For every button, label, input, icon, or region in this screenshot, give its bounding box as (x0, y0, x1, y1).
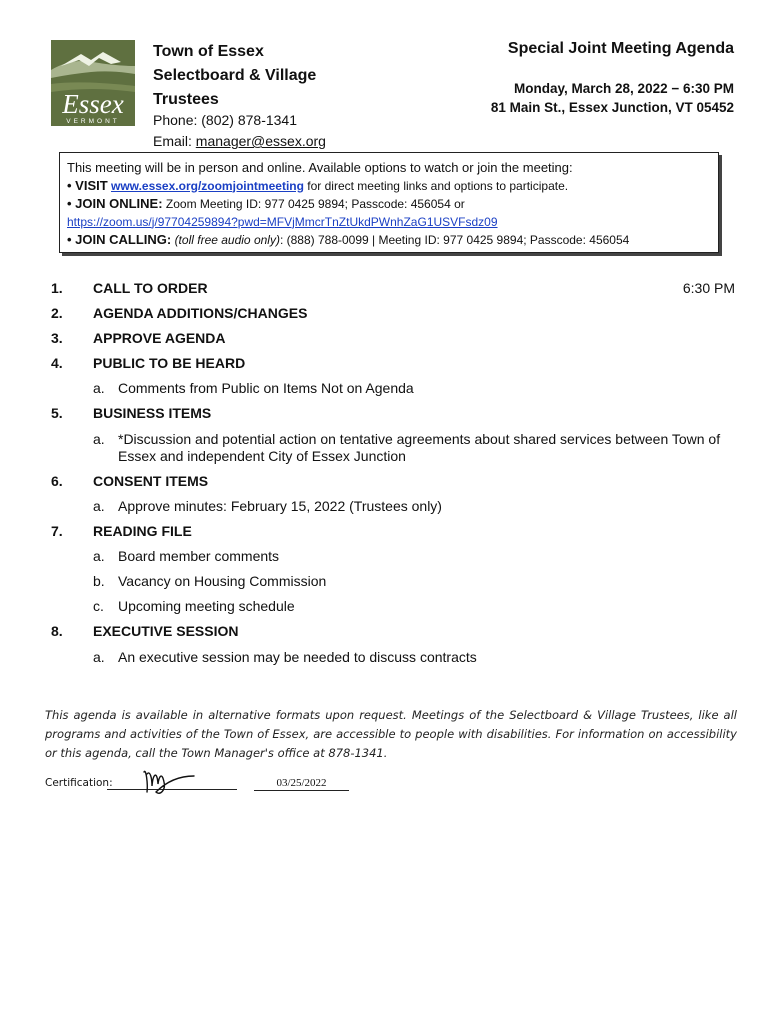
accessibility-disclaimer: This agenda is available in alternative formats upon request. Meetings of the Selectboard & Village Trustees, like all programs and activities of the Town of Essex, are accessible to people with disabilities. For information on accessibility or this agenda, call the Town Manager's office at 878-1341. (45, 708, 737, 760)
agenda-item-title: EXECUTIVE SESSION (93, 623, 239, 639)
meeting-date: Monday, March 28, 2022 − 6:30 PM (514, 81, 734, 96)
info-calling (67, 231, 718, 250)
agenda-item-title: APPROVE AGENDA (93, 330, 226, 346)
info-visit (67, 177, 718, 196)
agenda-item-title: CALL TO ORDER (93, 280, 208, 296)
info-intro: This meeting will be in person and online. Available options to watch or join the meeting: (67, 160, 573, 175)
agenda-item-number: 1. (51, 280, 63, 296)
subitem-text: An executive session may be needed to discuss contracts (118, 649, 477, 665)
email-line (153, 131, 326, 152)
email-link[interactable]: manager@essex.org (195, 133, 326, 149)
agenda-item-number: 8. (51, 623, 63, 639)
agenda-item-title: PUBLIC TO BE HEARD (93, 355, 246, 371)
phone-number: Phone: (802) 878-1341 (153, 112, 297, 128)
agenda-item-number: 5. (51, 405, 63, 421)
agenda-item-number: 4. (51, 355, 63, 371)
subitem-letter: a. (93, 548, 105, 564)
visit-rest: for direct meeting links and options to participate. (303, 178, 569, 193)
info-online (67, 195, 718, 214)
agenda-item-time: 6:30 PM (682, 280, 735, 296)
agenda-item-number: 3. (51, 330, 63, 346)
subitem-text: Comments from Public on Items Not on Agenda (118, 380, 414, 396)
certification-label: Certification: (45, 777, 113, 789)
logo-state: VERMONT (66, 118, 120, 125)
agenda-item-number: 6. (51, 473, 63, 489)
subitem-text: Upcoming meeting schedule (118, 598, 295, 614)
subitem-letter: a. (93, 380, 105, 396)
subitem-letter: a. (93, 649, 105, 665)
meeting-info-box (59, 152, 719, 253)
agenda-item-number: 7. (51, 523, 63, 539)
certification-date: 03/25/2022 (254, 776, 349, 791)
zoom-link[interactable]: https://zoom.us/j/97704259894?pwd=MFVjMmcrTnZtUkdPWnhZaG1USVFsdz09 (67, 214, 498, 229)
essex-logo (51, 40, 135, 126)
organization-name (153, 40, 353, 112)
meeting-address: 81 Main St., Essex Junction, VT 05452 (490, 100, 734, 115)
subitem-letter: a. (93, 498, 105, 514)
calling-rest: : (888) 788-0099 | Meeting ID: 977 0425 9894; Passcode: 456054 (279, 233, 630, 247)
logo-wordmark: Essex (62, 89, 124, 119)
subitem-letter: a. (93, 431, 105, 447)
subitem-text: Approve minutes: February 15, 2022 (Trustees only) (118, 498, 442, 514)
agenda-title: Special Joint Meeting Agenda (507, 40, 734, 57)
online-label: • JOIN ONLINE: (67, 196, 163, 211)
organization-contact (153, 110, 326, 152)
agenda-item-title: READING FILE (93, 523, 192, 539)
email-label: Email: (153, 133, 196, 149)
calling-label: • JOIN CALLING: (67, 232, 172, 247)
org-name-line2: Selectboard & Village (153, 67, 317, 84)
subitem-text: Vacancy on Housing Commission (118, 573, 327, 589)
agenda-item-title: CONSENT ITEMS (93, 473, 209, 489)
info-zoom-link (67, 214, 718, 232)
visit-link[interactable]: www.essex.org/zoomjointmeeting (111, 178, 304, 193)
org-name-line3: Trustees (153, 91, 219, 108)
subitem-letter: c. (93, 598, 104, 614)
handwritten-signature (138, 764, 198, 803)
subitem-text: Board member comments (118, 548, 280, 564)
visit-label: • VISIT (67, 177, 108, 193)
calling-italic: (toll free audio only) (174, 233, 280, 247)
online-rest: Zoom Meeting ID: 977 0425 9894; Passcode: 456054 or (162, 197, 465, 211)
org-name-line1: Town of Essex (153, 43, 264, 60)
agenda-item-title: BUSINESS ITEMS (93, 405, 212, 421)
agenda-item-number: 2. (51, 305, 63, 321)
agenda-item-title: AGENDA ADDITIONS/CHANGES (93, 305, 308, 321)
subitem-text: *Discussion and potential action on tentative agreements about shared services between Town of Essex and independent City of Essex Junction (118, 431, 721, 464)
logo-graphic (51, 40, 135, 126)
subitem-letter: b. (93, 573, 105, 589)
